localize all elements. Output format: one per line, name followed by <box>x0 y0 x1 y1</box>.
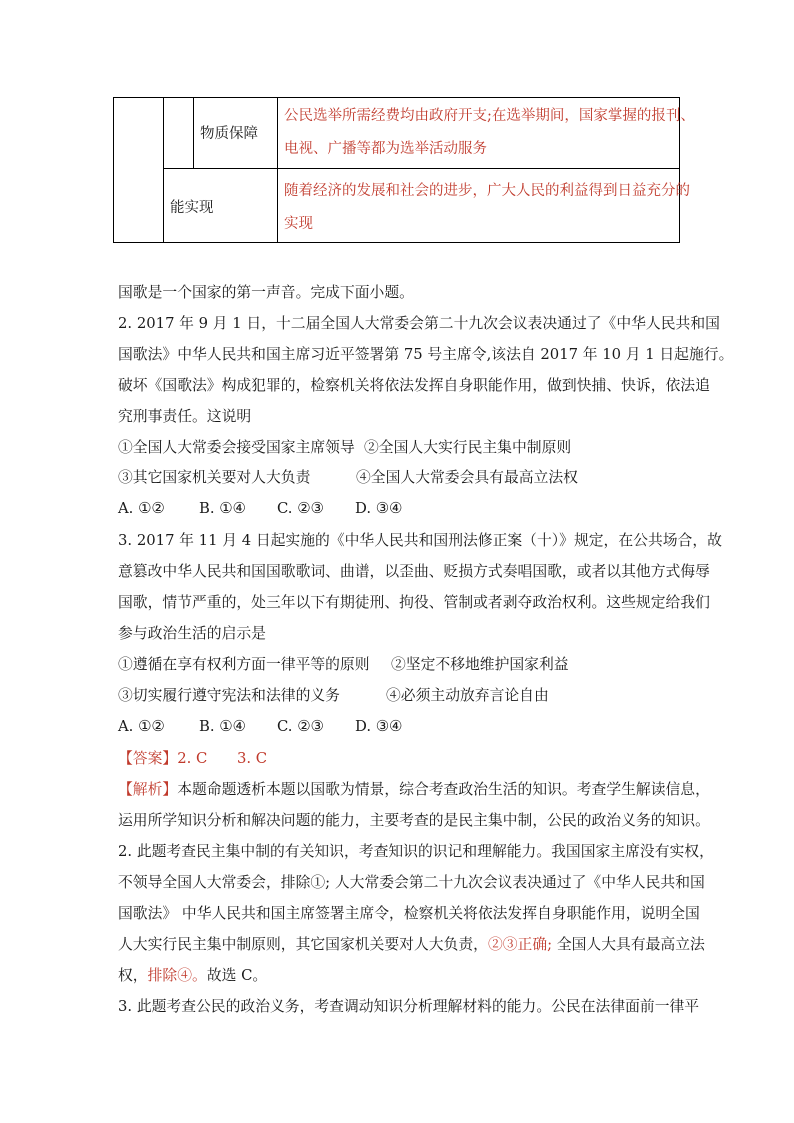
q2-stem-line3: 破坏《国歌法》构成犯罪的，检察机关将依法发挥自身职能作用，做到快捕、快诉，依法追 <box>118 377 710 394</box>
analysis-q2-line4a: 人大实行民主集中制原则，其它国家机关要对人大负责， <box>118 936 488 953</box>
analysis-q2-line3: 国歌法》 中华人民共和国主席签署主席令，检察机关将依法发挥自身职能作用，说明全国 <box>118 905 700 922</box>
intro-text: 国歌是一个国家的第一声音。完成下面小题。 <box>118 284 414 301</box>
table-row2-text-line1: 随着经济的发展和社会的进步，广大人民的利益得到日益充分的 <box>284 183 690 199</box>
q2-statement-2: ②全国人大实行民主集中制原则 <box>364 439 572 456</box>
answer-line <box>118 749 267 769</box>
q3-choice-c: C. ②③ <box>277 718 324 735</box>
q2-stem-line4: 究刑事责任。这说明 <box>118 408 252 425</box>
table-border-bottom <box>113 242 680 243</box>
analysis-q2-line4 <box>118 935 705 955</box>
q2-statement-3: ③其它国家机关要对人大负责 <box>118 469 311 486</box>
analysis-q2-line4c: 全国人大具有最高立法 <box>552 936 705 953</box>
analysis-q2-line5 <box>118 966 267 986</box>
q2-statement-1: ①全国人大常委会接受国家主席领导 <box>118 439 355 456</box>
table-col-divider-1 <box>163 97 164 243</box>
q2-choice-b: B. ①④ <box>199 500 246 517</box>
answer-text: 2. C 3. C <box>177 750 268 767</box>
analysis-line1 <box>118 780 710 800</box>
q3-statement-2: ②坚定不移地维护国家利益 <box>391 656 569 673</box>
q2-statement-4: ④全国人大常委会具有最高立法权 <box>356 469 578 486</box>
analysis-q3-line1: 3. 此题考查公民的政治义务，考查调动知识分析理解材料的能力。公民在法律面前一律平 <box>118 998 700 1015</box>
q3-statement-3: ③切实履行遵守宪法和法律的义务 <box>118 687 340 704</box>
analysis-q2-line4b: ②③正确; <box>487 936 553 953</box>
table-row2-label: 能实现 <box>170 200 214 216</box>
q2-stem-line1: 2. 2017 年 9 月 1 日，十二届全国人大常委会第二十九次会议表决通过了《中华人民共和国 <box>118 315 720 332</box>
q3-stem-line3: 国歌，情节严重的，处三年以下有期徒刑、拘役、管制或者剥夺政治权利。这些规定给我们 <box>118 594 710 611</box>
analysis-q2-line2 <box>118 873 705 893</box>
table-row-divider <box>163 168 680 169</box>
table-row2-text-line2: 实现 <box>284 216 313 232</box>
q2-stem-line2: 国歌法》中华人民共和国主席习近平签署第 75 号主席令,该法自 2017 年 10 月 1 日起施行。 <box>118 346 734 363</box>
analysis-line2: 运用所学知识分析和解决问题的能力，主要考查的是民主集中制，公民的政治义务的知识。 <box>118 812 710 829</box>
table-row1-text-line2: 电视、广播等都为选举活动服务 <box>284 141 487 157</box>
analysis-q2-line5a: 权， <box>118 967 148 984</box>
q3-stem-line1: 3. 2017 年 11 月 4 日起实施的《中华人民共和国刑法修正案（十）》规定，在公共场合，故 <box>118 532 722 549</box>
analysis-q2-line5b: 排除④。 <box>147 967 207 984</box>
analysis-tag: 【解析】 <box>118 781 178 798</box>
q3-stem-line2: 意篡改中华人民共和国国歌歌词、曲谱，以歪曲、贬损方式奏唱国歌，或者以其他方式侮辱 <box>118 563 710 580</box>
table-border-top <box>113 97 680 98</box>
q2-choice-c: C. ②③ <box>277 500 324 517</box>
table-row1-text-line1: 公民选举所需经费均由政府开支;在选举期间，国家掌握的报刊、 <box>284 108 695 124</box>
table-col-divider-2 <box>193 97 194 168</box>
analysis-q2-line2a: 不领导全国人大常委会，排除①; <box>118 874 331 891</box>
q2-choice-a: A. ①② <box>118 500 165 517</box>
table-border-left <box>113 97 114 243</box>
answer-tag: 【答案】 <box>118 750 178 767</box>
analysis-q2-line5c: 故选 C。 <box>206 967 268 984</box>
analysis-text-line1: 本题命题透析本题以国歌为情景，综合考查政治生活的知识。考查学生解读信息， <box>177 781 710 798</box>
election-guarantee-table <box>113 97 695 243</box>
q2-choice-d: D. ③④ <box>355 500 403 517</box>
q3-statement-4: ④必须主动放弃言论自由 <box>386 687 549 704</box>
table-row1-label: 物质保障 <box>200 126 258 142</box>
q3-choice-b: B. ①④ <box>199 718 246 735</box>
table-col-divider-3 <box>277 97 278 243</box>
analysis-q2-line1: 2. 此题考查民主集中制的有关知识，考查知识的识记和理解能力。我国国家主席没有实权， <box>118 843 714 860</box>
q3-statement-1: ①遵循在享有权利方面一律平等的原则 <box>118 656 370 673</box>
q3-stem-line4: 参与政治生活的启示是 <box>118 625 266 642</box>
analysis-q2-line2b: 人大常委会第二十九次会议表决通过了《中华人民共和国 <box>330 874 705 891</box>
q3-choice-a: A. ①② <box>118 718 165 735</box>
q3-choice-d: D. ③④ <box>355 718 403 735</box>
